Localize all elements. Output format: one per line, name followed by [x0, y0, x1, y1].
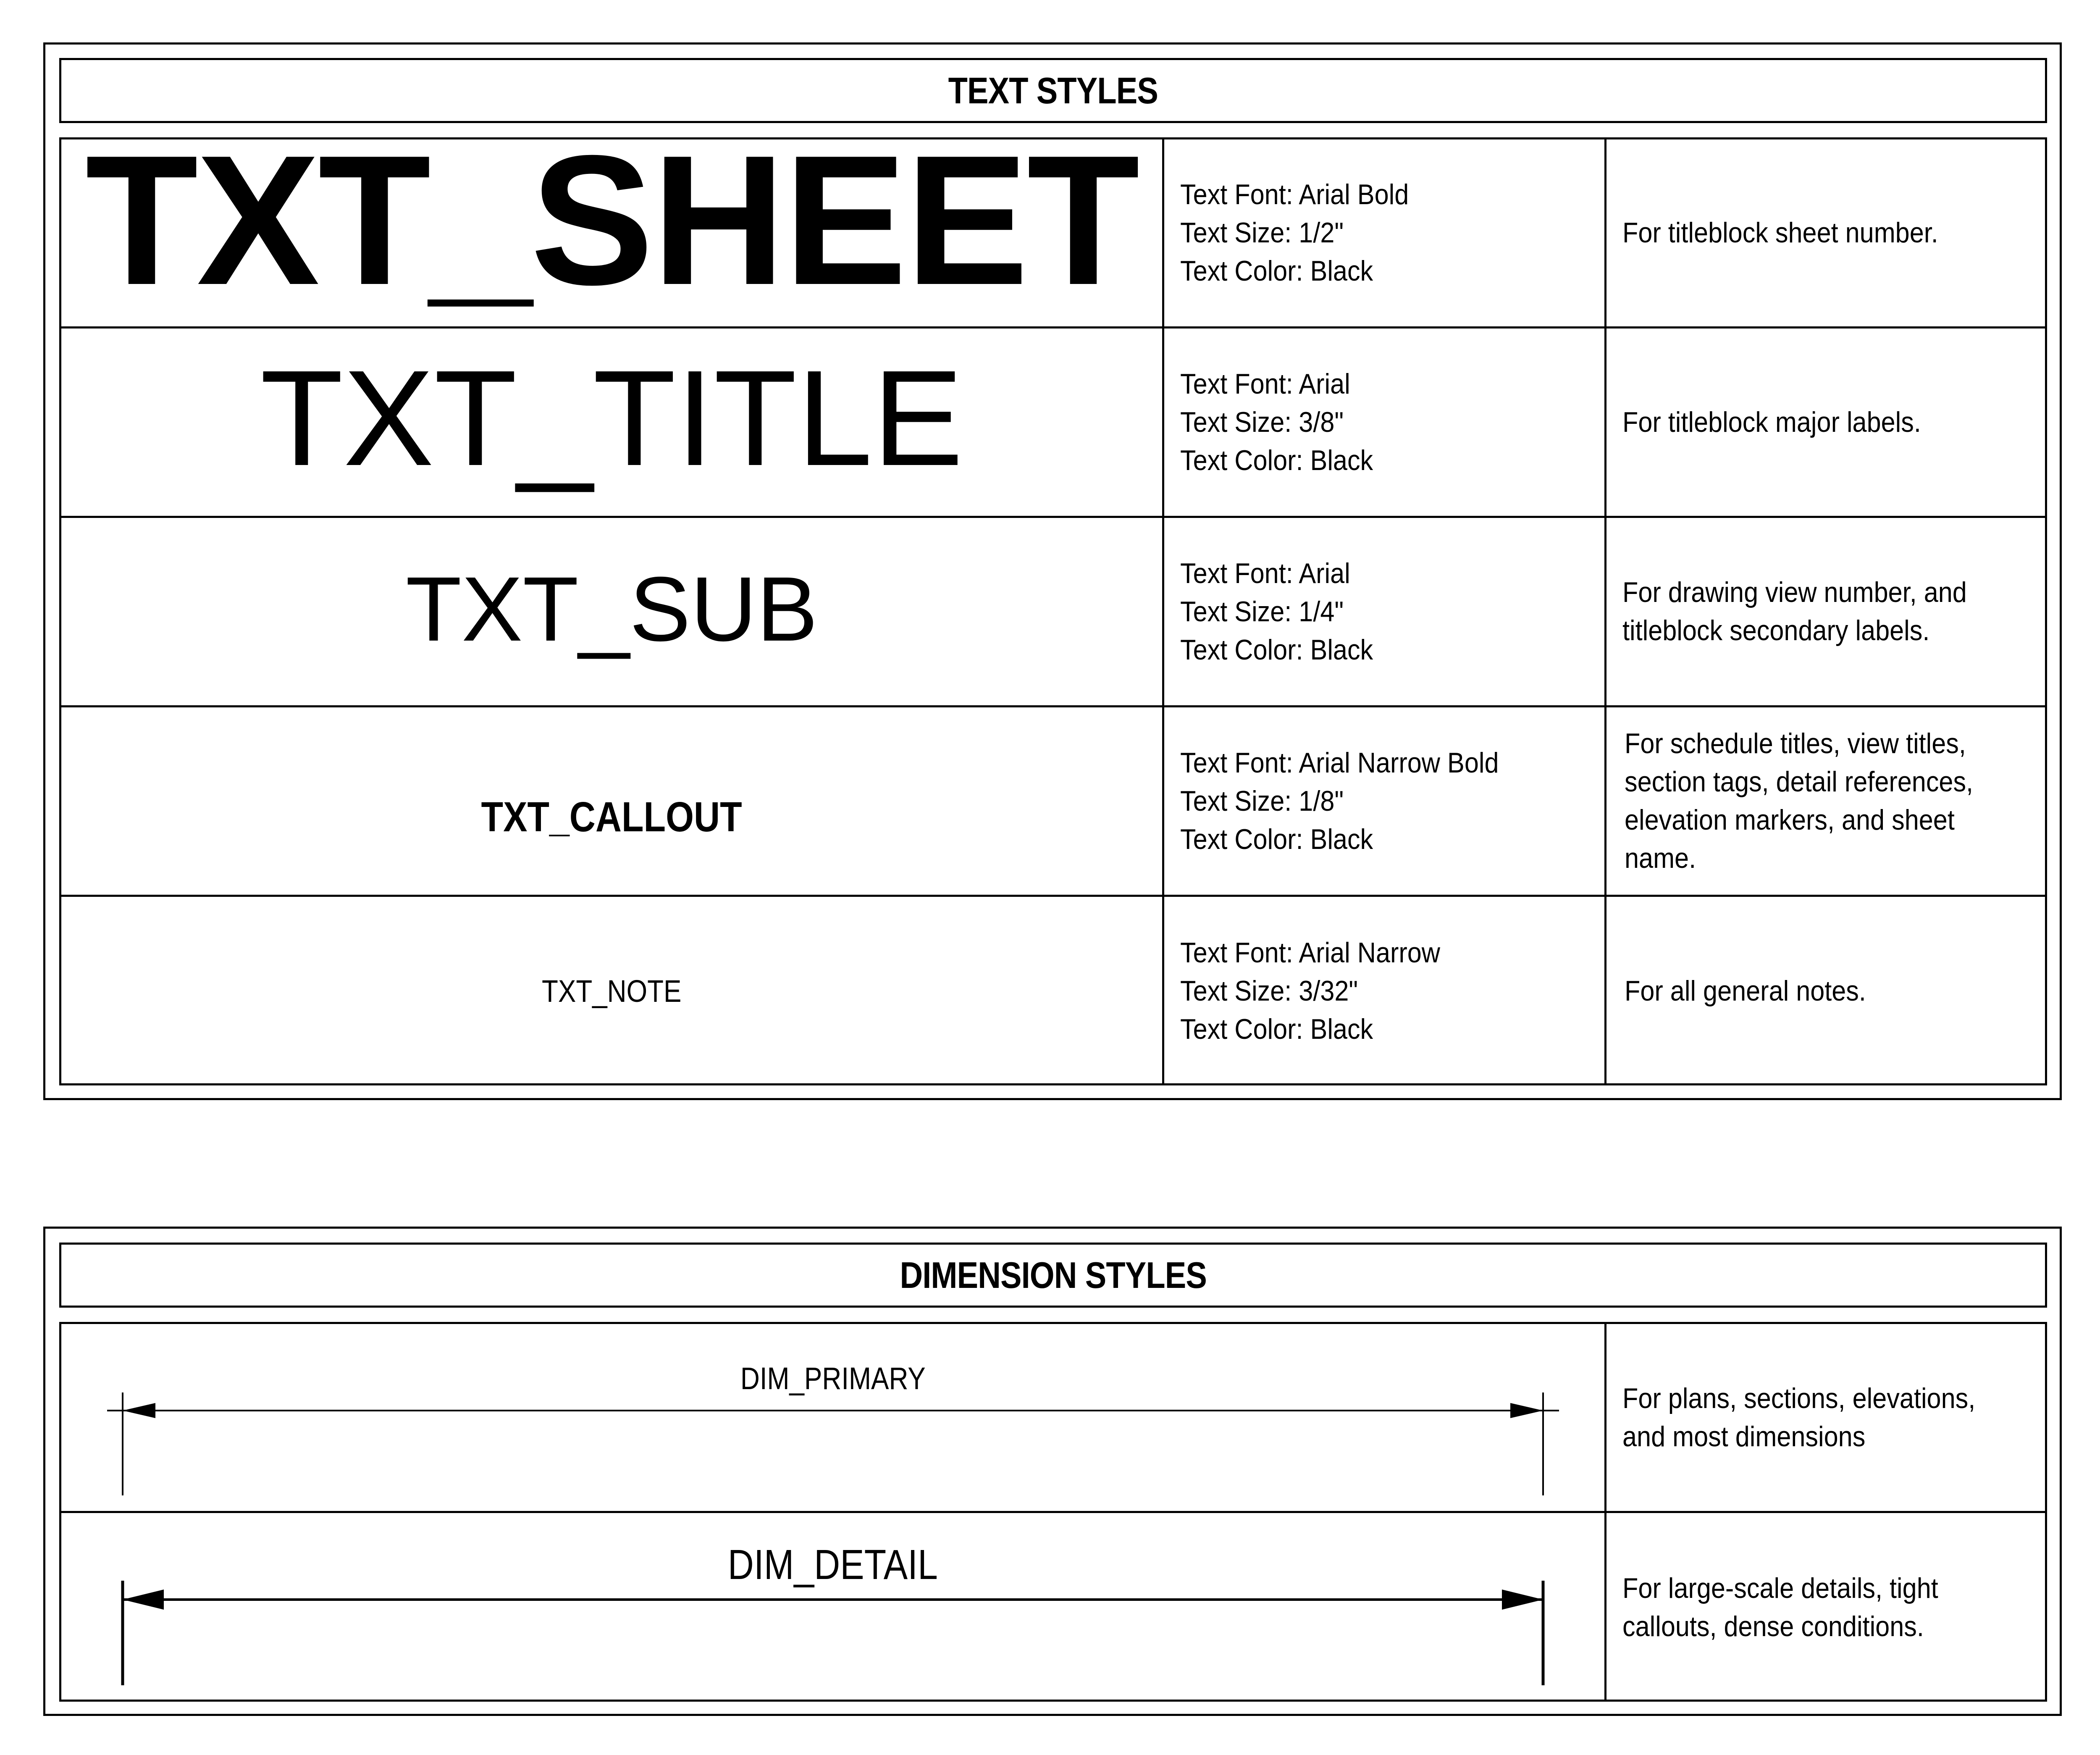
spec-size: Text Size: 1/4": [1180, 595, 1344, 628]
use-dim-primary: For plans, sections, elevations, and most dimensions: [1622, 1382, 1976, 1453]
spec-color: Text Color: Black: [1180, 823, 1373, 855]
spec-font: Text Font: Arial: [1180, 557, 1350, 589]
sample-txt-callout: TXT_CALLOUT: [481, 793, 743, 841]
sample-txt-note: TXT_NOTE: [542, 973, 682, 1009]
dim-detail-label: DIM_DETAIL: [727, 1541, 938, 1588]
spec-size: Text Size: 1/8": [1180, 785, 1344, 817]
dim-detail-graphic: [123, 1581, 1543, 1685]
spec-size: Text Size: 3/8": [1180, 406, 1344, 438]
dim-detail-arrow-left: [123, 1589, 164, 1610]
spec-color: Text Color: Black: [1180, 1013, 1373, 1045]
dim-primary-arrow-right: [1510, 1403, 1543, 1418]
spec-font: Text Font: Arial Narrow Bold: [1180, 746, 1499, 779]
dim-primary-arrow-left: [123, 1403, 155, 1418]
spec-font: Text Font: Arial Bold: [1180, 179, 1409, 210]
spec-color: Text Color: Black: [1180, 444, 1373, 476]
spec-color: Text Color: Black: [1180, 255, 1373, 287]
text-styles-title: TEXT STYLES: [948, 69, 1158, 111]
dim-detail-arrow-right: [1502, 1589, 1543, 1610]
use-txt-title: For titleblock major labels.: [1622, 406, 1921, 438]
spec-font: Text Font: Arial Narrow: [1180, 937, 1441, 969]
dim-primary-graphic: [107, 1392, 1559, 1495]
dim-detail-label-cell: [61, 1537, 1604, 1592]
use-txt-sheet: For titleblock sheet number.: [1622, 217, 1938, 249]
dim-primary-label-cell: [61, 1353, 1604, 1404]
use-txt-sub: For drawing view number, and titleblock secondary labels.: [1622, 576, 1967, 646]
use-txt-note: For all general notes.: [1625, 975, 1866, 1007]
use-txt-callout: For schedule titles, view titles, section tags, detail references, elevation markers, and sheet name.: [1625, 728, 1974, 874]
sample-txt-sub: TXT_SUB: [405, 558, 818, 660]
dimension-styles-title: DIMENSION STYLES: [900, 1254, 1207, 1296]
spec-font: Text Font: Arial: [1180, 368, 1350, 400]
spec-size: Text Size: 1/2": [1180, 217, 1344, 249]
spec-size: Text Size: 3/32": [1180, 975, 1358, 1007]
dim-primary-label: DIM_PRIMARY: [740, 1361, 926, 1396]
use-dim-detail: For large-scale details, tight callouts, dense conditions.: [1622, 1572, 1938, 1642]
spec-color: Text Color: Black: [1180, 633, 1373, 666]
sample-txt-sheet: TXT_SHEET: [85, 117, 1138, 323]
sample-txt-title: TXT_TITLE: [260, 342, 963, 494]
